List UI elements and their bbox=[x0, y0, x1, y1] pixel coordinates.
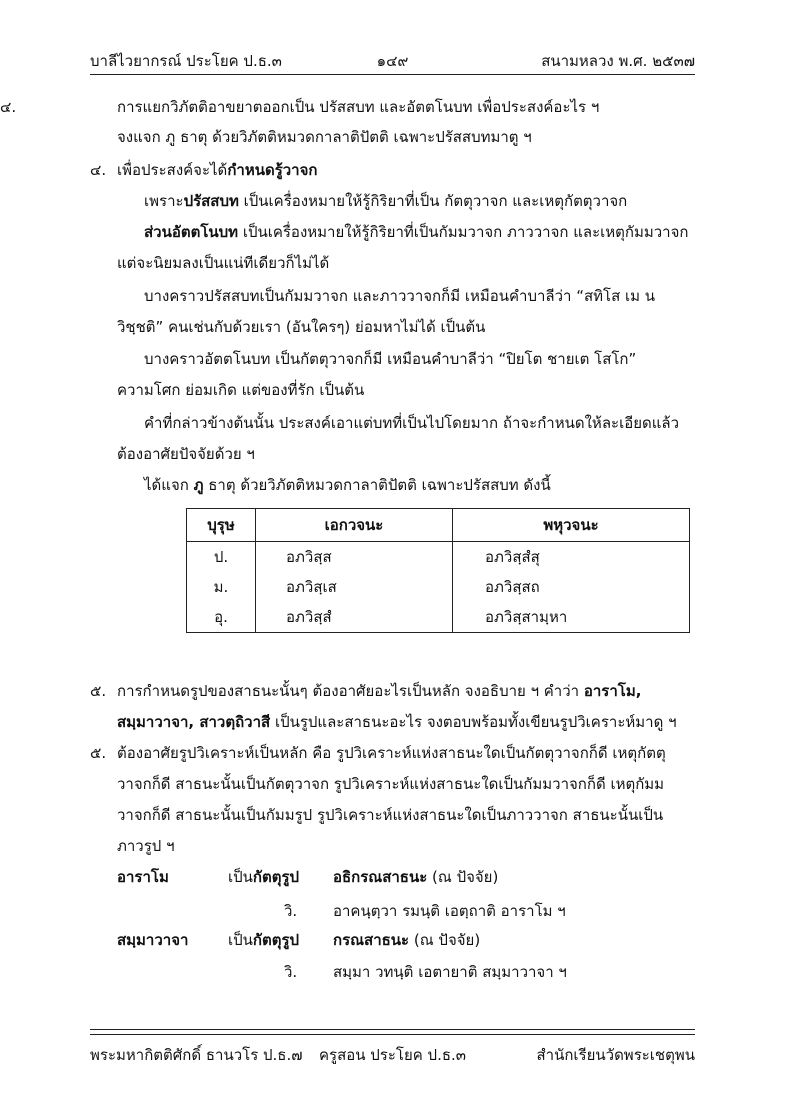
header-left: บาลีไวยากรณ์ ประโยค ป.ธ.๓ bbox=[90, 52, 282, 70]
answer-5-line-2: วาจกก็ดี สาธนะนั้นเป็นกัตตุวาจก รูปวิเคราะห์แห่งสาธนะใดเป็นกัมมวาจกก็ดี เหตุกัมม bbox=[117, 775, 665, 793]
item-sadhana: อธิกรณสาธนะ (ณ ปัจจัย) bbox=[333, 868, 499, 886]
item-word: อาราโม bbox=[117, 868, 169, 886]
answer-4-line-3: ส่วนอัตตโนบท เป็นเครื่องหมายให้รู้กิริยาที่เป็นกัมมวาจก ภาววาจก และเหตุกัมมวาจก bbox=[144, 223, 689, 241]
answer-5-line-1: ต้องอาศัยรูปวิเคราะห์เป็นหลัก คือ รูปวิเคราะห์แห่งสาธนะใดเป็นกัตตุวาจกก็ดี เหตุกัตตุ bbox=[117, 744, 666, 762]
answer-4-line-6: วิชฺชติ” คนเช่นกับด้วยเรา (อันใครๆ) ย่อมหาไม่ได้ เป็นต้น bbox=[117, 318, 486, 336]
answer-4-line-4: แต่จะนิยมลงเป็นแน่ทีเดียวก็ไม่ได้ bbox=[117, 254, 330, 272]
item-sadhana: กรณสาธนะ (ณ ปัจจัย) bbox=[333, 931, 481, 949]
answer-4-key-term: กำหนดรู้วาจก bbox=[227, 161, 318, 179]
item-vi-marker: วิ. bbox=[284, 963, 298, 981]
table-cell-plural: อภวิสฺสํสุ bbox=[453, 542, 690, 573]
answer-5-line-3: วาจกก็ดี สาธนะนั้นเป็นกัมมรูป รูปวิเคราะห์แห่งสาธนะใดเป็นภาววาจก สาธนะนั้นเป็น bbox=[117, 806, 664, 824]
table-header-singular: เอกวจนะ bbox=[256, 509, 453, 542]
question-5-line-1: การกำหนดรูปของสาธนะนั้นๆ ต้องอาศัยอะไรเป็นหลัก จงอธิบาย ฯ คำว่า อาราโม, bbox=[117, 682, 642, 700]
page-header bbox=[90, 49, 695, 75]
item-word: สมฺมาวาจา bbox=[117, 931, 189, 949]
page-number: ๑๔๙ bbox=[376, 52, 409, 70]
table-cell-singular: อภวิสฺสํ bbox=[256, 602, 453, 633]
conjugation-table bbox=[186, 508, 690, 633]
question-4-line-2: จงแจก ภู ธาตุ ด้วยวิภัตติหมวดกาลาติปัตติ เฉพาะปรัสสบทมาตู ฯ bbox=[117, 128, 532, 146]
item-form: เป็นกัตตุรูป bbox=[228, 868, 300, 886]
answer-4-line-1: เพื่อประสงค์จะได้กำหนดรู้วาจก bbox=[117, 161, 318, 179]
answer-4-number: ๔. bbox=[90, 161, 107, 179]
question-4-line-1: การแยกวิภัตติอาขยาตออกเป็น ปรัสสบท และอัตตโนบท เพื่อประสงค์อะไร ฯ bbox=[117, 98, 600, 116]
table-cell-singular: อภวิสฺเส bbox=[256, 572, 453, 602]
item-form: เป็นกัตตุรูป bbox=[228, 931, 300, 949]
footer-left: พระมหากิตติศักดิ์ ธานวโร ป.ธ.๗ bbox=[90, 1046, 303, 1064]
table-cell-singular: อภวิสฺส bbox=[256, 542, 453, 573]
footer-right: สำนักเรียนวัดพระเชตุพน bbox=[536, 1046, 695, 1064]
answer-4-line-11: ได้แจก ภู ธาตุ ด้วยวิภัตติหมวดกาลาติปัตติ เฉพาะปรัสสบท ดังนี้ bbox=[144, 476, 551, 494]
answer-4-line-2: เพราะปรัสสบท เป็นเครื่องหมายให้รู้กิริยาที่เป็น กัตตุวาจก และเหตุกัตตุวาจก bbox=[144, 192, 628, 210]
item-analysis: สมฺมา วทนฺติ เอตายาติ สมฺมาวาจา ฯ bbox=[333, 963, 567, 981]
table-cell-person: ม. bbox=[187, 572, 256, 602]
table-header-plural: พหุวจนะ bbox=[453, 509, 690, 542]
footer-rule-bottom bbox=[90, 1034, 695, 1035]
table-cell-person: ป. bbox=[187, 542, 256, 573]
answer-4-line-7: บางคราวอัตตโนบท เป็นกัตตุวาจกก็มี เหมือนคำบาลีว่า “ปิยโต ชายเต โสโก” bbox=[144, 350, 637, 368]
table-row bbox=[187, 572, 690, 602]
page-footer bbox=[90, 1043, 695, 1067]
answer-5-number: ๕. bbox=[90, 744, 107, 762]
table-header-row bbox=[187, 509, 690, 542]
footer-rule-top bbox=[90, 1029, 695, 1030]
answer-4-line-10: ต้องอาศัยปัจจัยด้วย ฯ bbox=[117, 445, 255, 463]
question-4-number: ๔. bbox=[0, 98, 17, 116]
table-row bbox=[187, 542, 690, 573]
answer-4-line-5: บางคราวปรัสสบทเป็นกัมมวาจก และภาววาจกก็มี เหมือนคำบาลีว่า “สทิโส เม น bbox=[144, 287, 656, 305]
footer-center: ครูสอน ประโยค ป.ธ.๓ bbox=[318, 1046, 467, 1064]
item-vi-marker: วิ. bbox=[284, 902, 298, 920]
table-header-person: บุรุษ bbox=[187, 509, 256, 542]
header-right: สนามหลวง พ.ศ. ๒๕๓๗ bbox=[541, 52, 695, 70]
table-row bbox=[187, 602, 690, 633]
answer-4-line-9: คำที่กล่าวข้างต้นนั้น ประสงค์เอาแต่บทที่เป็นไปโดยมาก ถ้าจะกำหนดให้ละเอียดแล้ว bbox=[144, 414, 680, 432]
question-5-line-2: สมฺมาวาจา, สาวตฺถิวาสี เป็นรูปและสาธนะอะไร จงตอบพร้อมทั้งเขียนรูปวิเคราะห์มาดู ฯ bbox=[117, 713, 677, 731]
answer-5-line-4: ภาวรูป ฯ bbox=[117, 837, 175, 855]
question-4 bbox=[0, 96, 16, 118]
table-cell-plural: อภวิสฺสามฺหา bbox=[453, 602, 690, 633]
item-analysis: อาคนฺตฺวา รมนฺติ เอตฺถาติ อาราโม ฯ bbox=[333, 902, 566, 920]
table-cell-person: อุ. bbox=[187, 602, 256, 633]
header-rule bbox=[90, 74, 695, 75]
question-5-number: ๕. bbox=[90, 682, 107, 700]
answer-4-line-8: ความโศก ย่อมเกิด แต่ของที่รัก เป็นต้น bbox=[117, 381, 365, 399]
table-cell-plural: อภวิสฺสถ bbox=[453, 572, 690, 602]
